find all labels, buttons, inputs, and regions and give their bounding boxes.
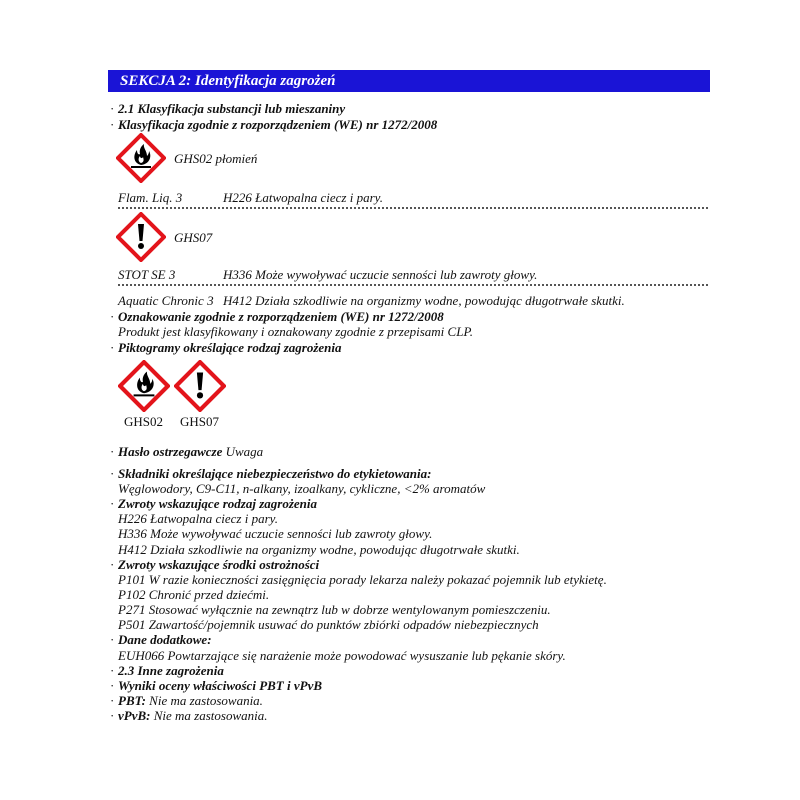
- bullet: ·: [110, 117, 115, 132]
- aquatic-statement: H412 Działa szkodliwie na organizmy wodne, powodując długotrwałe skutki.: [223, 293, 625, 308]
- pictograms-heading: Piktogramy określające rodzaj zagrożenia: [118, 340, 342, 355]
- hazard-class: STOT SE 3: [118, 267, 176, 282]
- precautionary-item: P102 Chronić przed dziećmi.: [118, 587, 270, 602]
- hazard-statements-heading: Zwroty wskazujące rodzaj zagrożenia: [118, 496, 317, 511]
- precautionary-heading: Zwroty wskazujące środki ostrożności: [118, 557, 320, 572]
- section-header: SEKCJA 2: Identyfikacja zagrożeń: [108, 70, 710, 92]
- flame-icon: [116, 133, 166, 183]
- pbt-heading: Wyniki oceny właściwości PBT i vPvB: [118, 678, 323, 693]
- classification-heading: 2.1 Klasyfikacja substancji lub mieszaniny: [118, 101, 346, 116]
- classification-regulation: Klasyfikacja zgodnie z rozporządzeniem (WE) nr 1272/2008: [118, 117, 438, 132]
- exclamation-icon: [174, 360, 226, 412]
- pbt-label: PBT:: [118, 693, 146, 708]
- hazard-statement: H226 Łatwopalna ciecz i pary.: [223, 190, 383, 205]
- signal-word-value: Uwaga: [225, 444, 264, 459]
- aquatic-class: Aquatic Chronic 3: [118, 293, 214, 308]
- hazard-class: Flam. Liq. 3: [118, 190, 183, 205]
- precautionary-item: P501 Zawartość/pojemnik usuwać do punktów zbiórki odpadów niebezpiecznych: [118, 617, 539, 632]
- additional-heading: Dane dodatkowe:: [118, 632, 212, 647]
- dotted-divider: [118, 207, 708, 209]
- signal-word-row: [118, 444, 263, 459]
- hazard-statement-item: H412 Działa szkodliwie na organizmy wodne, powodując długotrwałe skutki.: [118, 542, 520, 557]
- components-text: Węglowodory, C9-C11, n-alkany, izoalkany, cykliczne, <2% aromatów: [118, 481, 486, 496]
- pbt-row: [118, 693, 263, 708]
- exclamation-icon: [116, 212, 166, 262]
- precautionary-item: P101 W razie konieczności zasięgnięcia porady lekarza należy pokazać pojemnik lub etykietę.: [118, 572, 607, 587]
- bullet: ·: [110, 708, 115, 723]
- bullet: ·: [110, 693, 115, 708]
- bullet: ·: [110, 557, 115, 572]
- bullet: ·: [110, 632, 115, 647]
- dotted-divider: [118, 284, 708, 286]
- hazard-statement-item: H336 Może wywoływać uczucie senności lub zawroty głowy.: [118, 526, 433, 541]
- vpvb-value: Nie ma zastosowania.: [153, 708, 268, 723]
- hazard-statement-item: H226 Łatwopalna ciecz i pary.: [118, 511, 278, 526]
- bullet: ·: [110, 663, 115, 678]
- bullet: ·: [110, 466, 115, 481]
- hazard-statement: H336 Może wywoływać uczucie senności lub zawroty głowy.: [223, 267, 538, 282]
- additional-text: EUH066 Powtarzające się narażenie może powodować wysuszanie lub pękanie skóry.: [118, 648, 566, 663]
- bullet: ·: [110, 678, 115, 693]
- bullet: ·: [110, 444, 115, 459]
- other-hazards-heading: 2.3 Inne zagrożenia: [118, 663, 224, 678]
- bullet: ·: [110, 309, 115, 324]
- components-heading: Składniki określające niebezpieczeństwo do etykietowania:: [118, 466, 432, 481]
- pictogram-code: GHS07: [180, 414, 220, 429]
- flame-icon: [118, 360, 170, 412]
- bullet: ·: [110, 101, 115, 116]
- signal-word-label: Hasło ostrzegawcze: [118, 444, 223, 459]
- labelling-heading: Oznakowanie zgodnie z rozporządzeniem (WE) nr 1272/2008: [118, 309, 444, 324]
- labelling-text: Produkt jest klasyfikowany i oznakowany zgodnie z przepisami CLP.: [118, 324, 473, 339]
- pictogram-code: GHS02: [124, 414, 164, 429]
- pbt-value: Nie ma zastosowania.: [149, 693, 263, 708]
- bullet: ·: [110, 496, 115, 511]
- ghs02-label: GHS02 płomień: [174, 151, 258, 166]
- vpvb-label: vPvB:: [118, 708, 151, 723]
- ghs07-label: GHS07: [174, 230, 213, 245]
- vpvb-row: [118, 708, 268, 723]
- precautionary-item: P271 Stosować wyłącznie na zewnątrz lub w dobrze wentylowanym pomieszczeniu.: [118, 602, 551, 617]
- bullet: ·: [110, 340, 115, 355]
